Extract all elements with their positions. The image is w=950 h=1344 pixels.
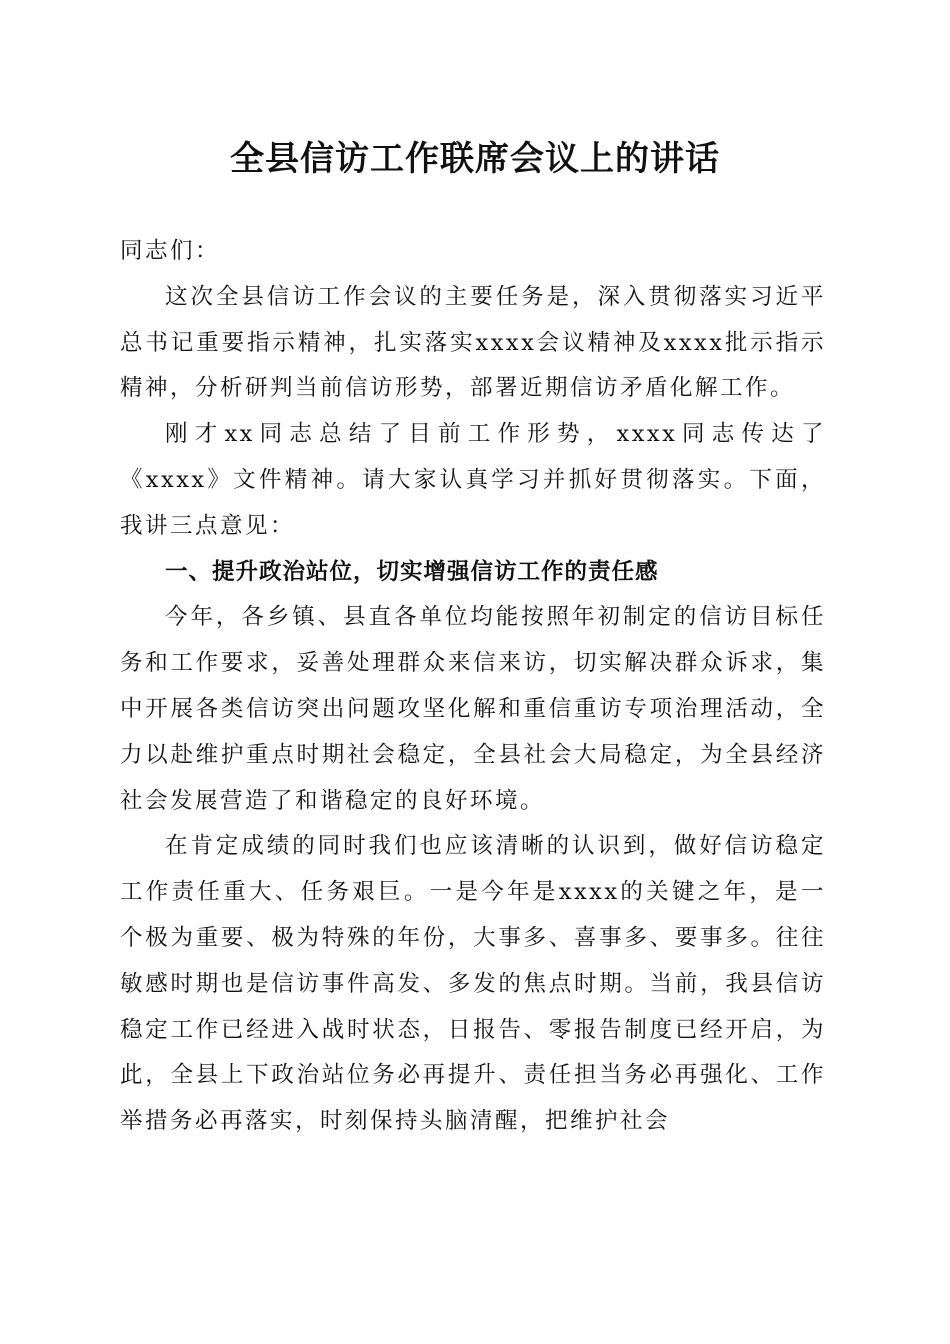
document-title: 全县信访工作联席会议上的讲话 <box>230 139 720 179</box>
paragraph-summary: 刚才xx同志总结了目前工作形势，xxxx同志传达了《xxxx》文件精神。请大家认真学习并抓好贯彻落实。下面，我讲三点意见： <box>120 421 826 539</box>
document-body <box>120 229 826 1145</box>
section-heading: 一、提升政治站位，切实增强信访工作的责任感 <box>165 558 659 585</box>
paragraph-achievements: 今年，各乡镇、县直各单位均能按照年初制定的信访目标任务和工作要求，妥善处理群众来信来访，切实解决群众诉求，集中开展各类信访突出问题攻坚化解和重信重访专项治理活动，全力以赴维护重点时期社会稳定，全县社会大局稳定，为全县经济社会发展营造了和谐稳定的良好环境。 <box>120 604 826 814</box>
salutation: 同志们： <box>120 238 221 264</box>
paragraph-intro: 这次全县信访工作会议的主要任务是，深入贯彻落实习近平总书记重要指示精神，扎实落实xxxx会议精神及xxxx批示指示精神，分析研判当前信访形势，部署近期信访矛盾化解工作。 <box>120 283 826 402</box>
paragraph-challenges: 在肯定成绩的同时我们也应该清晰的认识到，做好信访稳定工作责任重大、任务艰巨。一是今年是xxxx的关键之年，是一个极为重要、极为特殊的年份，大事多、喜事多、要事多。往往敏感时期也是信访事件高发、多发的焦点时期。当前，我县信访稳定工作已经进入战时状态，日报告、零报告制度已经开启，为此，全县上下政治站位务必再提升、责任担当务必再强化、工作举措务必再落实，时刻保持头脑清醒，把维护社会 <box>120 833 826 1135</box>
